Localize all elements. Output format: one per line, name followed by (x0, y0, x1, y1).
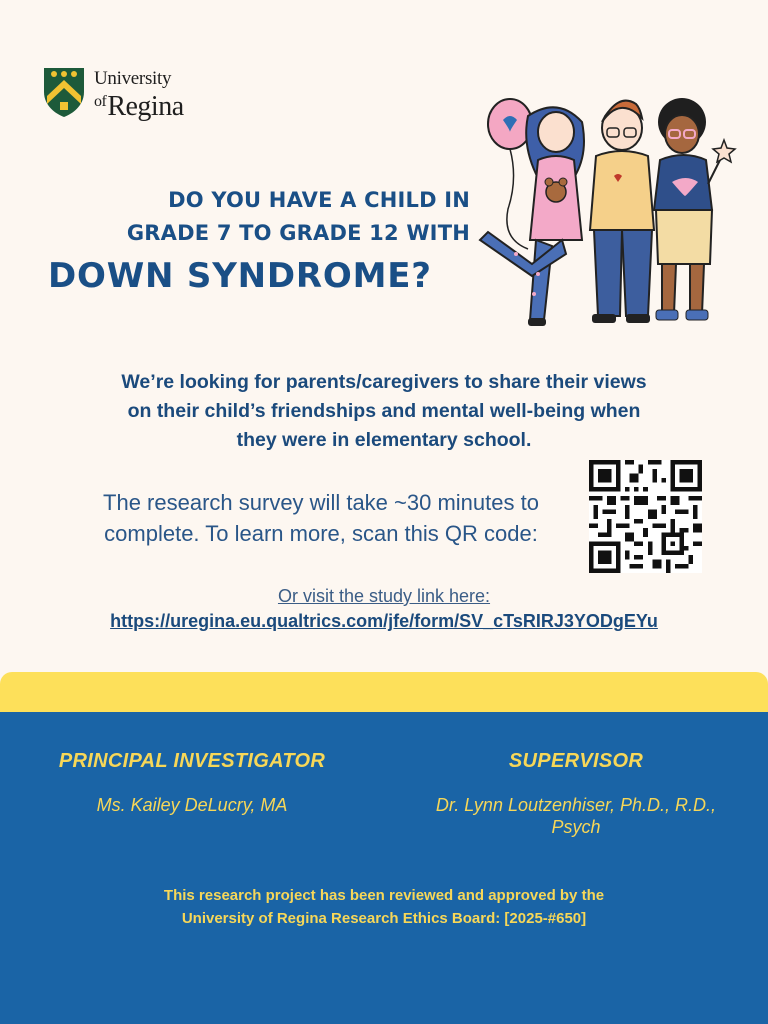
survey-line-1: The research survey will take ~30 minutes to (103, 490, 539, 515)
ethics-line-1: This research project has been reviewed and approved by the (163, 887, 605, 904)
survey-paragraph (56, 487, 586, 549)
headline-line-1: DO YOU HAVE A CHILD IN (168, 188, 470, 212)
principal-investigator-name: Ms. Kailey DeLucry, MA (96, 795, 288, 815)
logo-word-university: University (94, 68, 172, 89)
university-logo (42, 66, 212, 122)
second-girl-figure (654, 98, 735, 320)
supervisor-name-line-1: Dr. Lynn Loutzenhiser, Ph.D., R.D., (435, 795, 717, 815)
qr-code[interactable] (589, 460, 702, 573)
university-crest-icon (42, 66, 86, 118)
survey-line-2: complete. To learn more, scan this QR code: (104, 521, 538, 546)
supervisor-name-line-2: Psych (551, 817, 601, 837)
headline-line-2: GRADE 7 TO GRADE 12 WITH (126, 221, 470, 245)
headline-down-syndrome: DOWN SYNDROME? (48, 256, 432, 296)
logo-word-regina-text: Regina (107, 91, 184, 122)
logo-word-regina (94, 88, 184, 121)
headline-question (40, 184, 470, 250)
supervisor-name (396, 794, 756, 838)
intro-paragraph (54, 368, 714, 455)
intro-line-2: on their child’s friendships and mental well-being when (127, 400, 641, 422)
principal-investigator-title: PRINCIPAL INVESTIGATOR (58, 750, 326, 772)
ethics-approval-note (60, 884, 708, 930)
intro-line-1: We’re looking for parents/caregivers to share their views (121, 371, 647, 393)
ethics-line-2: University of Regina Research Ethics Board: [2025-#650] (181, 910, 587, 927)
study-link-url[interactable]: https://uregina.eu.qualtrics.com/jfe/form/SV_cTsRIRJ3YODgEYu (110, 611, 658, 631)
intro-line-3: they were in elementary school. (236, 429, 532, 451)
logo-word-of: of (94, 93, 107, 110)
study-link-label: Or visit the study link here: (277, 586, 491, 606)
balloon-icon (488, 99, 532, 249)
boy-figure (590, 101, 654, 323)
children-illustration (476, 94, 746, 334)
supervisor-title: SUPERVISOR (508, 750, 644, 772)
